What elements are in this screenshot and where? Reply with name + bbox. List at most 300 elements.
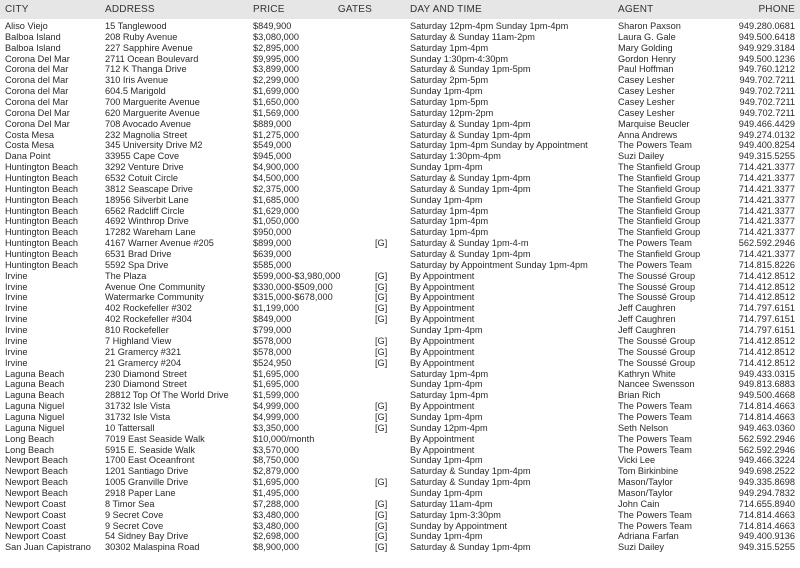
agent-cell: The Stanfield Group xyxy=(618,162,701,173)
agent-cell: Paul Hoffman xyxy=(618,64,674,75)
phone-cell: 714.814.4663 xyxy=(738,509,795,520)
phone-cell: 714.412.8512 xyxy=(738,357,795,368)
agent-cell: Marquise Beucler xyxy=(618,118,690,129)
table-row[interactable] xyxy=(0,119,800,130)
agent-cell: Mason/Taylor xyxy=(618,487,673,498)
price-cell: $315,000-$678,000 xyxy=(253,292,333,303)
phone-cell: 714.421.3377 xyxy=(738,162,795,173)
table-row[interactable] xyxy=(0,271,800,282)
price-cell: $1,695,000 xyxy=(253,477,299,488)
table-row[interactable] xyxy=(0,455,800,466)
table-row[interactable] xyxy=(0,140,800,151)
agent-cell: Mason/Taylor xyxy=(618,477,673,488)
city-cell: Corona del Mar xyxy=(5,64,69,75)
city-cell: Laguna Niguel xyxy=(5,411,65,422)
city-cell: Long Beach xyxy=(5,444,55,455)
price-cell: $889,000 xyxy=(253,118,292,129)
table-row[interactable] xyxy=(0,282,800,293)
agent-cell: The Powers Team xyxy=(618,509,692,520)
agent-cell: Anna Andrews xyxy=(618,129,678,140)
day-time-cell: Saturday 11am-4pm xyxy=(410,498,493,509)
address-cell: 5915 E. Seaside Walk xyxy=(105,444,196,455)
day-time-cell: Saturday & Sunday 1pm-4pm xyxy=(410,183,531,194)
address-cell: 810 Rockefeller xyxy=(105,325,169,336)
agent-cell: Adriana Farfan xyxy=(618,531,679,542)
day-time-cell: By Appointment xyxy=(410,433,475,444)
phone-cell: 949.813.6883 xyxy=(738,379,795,390)
day-time-cell: Saturday 1pm-5pm xyxy=(410,97,489,108)
agent-cell: Jeff Caughren xyxy=(618,314,676,325)
agent-cell: The Stanfield Group xyxy=(618,205,701,216)
phone-cell: 714.421.3377 xyxy=(738,249,795,260)
table-row[interactable] xyxy=(0,423,800,434)
phone-cell: 949.702.7211 xyxy=(739,107,795,118)
gates-cell: [G] xyxy=(375,335,388,346)
table-row[interactable] xyxy=(0,227,800,238)
address-cell: 402 Rockefeller #302 xyxy=(105,303,192,314)
day-time-cell: Sunday 1pm-4pm xyxy=(410,86,483,97)
city-cell: San Juan Capistrano xyxy=(5,542,91,553)
agent-cell: The Soussé Group xyxy=(618,357,696,368)
address-cell: 232 Magnolia Street xyxy=(105,129,188,140)
column-header-agent[interactable]: AGENT xyxy=(618,4,654,15)
agent-cell: Jeff Caughren xyxy=(618,303,676,314)
table-row[interactable] xyxy=(0,97,800,108)
address-cell: 708 Avocado Avenue xyxy=(105,118,192,129)
price-cell: $2,879,000 xyxy=(253,466,299,477)
day-time-cell: Sunday by Appointment xyxy=(410,520,508,531)
phone-cell: 949.500.6418 xyxy=(738,31,795,42)
table-row[interactable] xyxy=(0,238,800,249)
column-header-phone[interactable]: PHONE xyxy=(758,4,795,15)
table-row[interactable] xyxy=(0,314,800,325)
table-row[interactable] xyxy=(0,531,800,542)
day-time-cell: Saturday 1pm-3:30pm xyxy=(410,509,501,520)
city-cell: Irvine xyxy=(5,292,28,303)
address-cell: 10 Tattersall xyxy=(105,422,155,433)
price-cell: $549,000 xyxy=(253,140,292,151)
address-cell: The Plaza xyxy=(105,270,147,281)
gates-cell: [G] xyxy=(375,281,388,292)
day-time-cell: Saturday 1pm-4pm xyxy=(410,227,489,238)
city-cell: Corona del Mar xyxy=(5,97,69,108)
phone-cell: 949.702.7211 xyxy=(739,75,795,86)
day-time-cell: Saturday 1pm-4pm xyxy=(410,205,489,216)
phone-cell: 714.421.3377 xyxy=(738,194,795,205)
price-cell: $578,000 xyxy=(253,335,292,346)
city-cell: Newport Beach xyxy=(5,466,68,477)
day-time-cell: Saturday 1pm-4pm xyxy=(410,42,489,53)
gates-cell: [G] xyxy=(375,270,388,281)
phone-cell: 714.421.3377 xyxy=(738,183,795,194)
table-row[interactable] xyxy=(0,260,800,271)
phone-cell: 949.400.9136 xyxy=(738,531,795,542)
city-cell: Huntington Beach xyxy=(5,205,79,216)
gates-cell: [G] xyxy=(375,238,388,249)
agent-cell: Seth Nelson xyxy=(618,422,669,433)
city-cell: Laguna Beach xyxy=(5,368,65,379)
price-cell: $1,685,000 xyxy=(253,194,299,205)
table-row[interactable] xyxy=(0,466,800,477)
city-cell: Costa Mesa xyxy=(5,129,55,140)
city-cell: Newport Beach xyxy=(5,455,68,466)
agent-cell: Laura G. Gale xyxy=(618,31,676,42)
day-time-cell: Sunday 1pm-4pm xyxy=(410,531,483,542)
agent-cell: The Powers Team xyxy=(618,238,692,249)
day-time-cell: Saturday & Sunday 1pm-4pm xyxy=(410,477,531,488)
city-cell: Dana Point xyxy=(5,151,51,162)
day-time-cell: Saturday & Sunday 1pm-4pm xyxy=(410,129,531,140)
table-row[interactable] xyxy=(0,379,800,390)
city-cell: Laguna Beach xyxy=(5,390,65,401)
address-cell: 1700 East Oceanfront xyxy=(105,455,195,466)
city-cell: Corona Del Mar xyxy=(5,118,70,129)
price-cell: $578,000 xyxy=(253,346,292,357)
day-time-cell: Saturday 2pm-5pm xyxy=(410,75,489,86)
city-cell: Irvine xyxy=(5,270,28,281)
price-cell: $524,950 xyxy=(253,357,292,368)
agent-cell: The Stanfield Group xyxy=(618,173,701,184)
agent-cell: The Powers Team xyxy=(618,401,692,412)
price-cell: $7,288,000 xyxy=(253,498,299,509)
price-cell: $3,480,000 xyxy=(253,520,299,531)
address-cell: 1201 Santiago Drive xyxy=(105,466,189,477)
phone-cell: 562.592.2946 xyxy=(738,433,795,444)
table-row[interactable] xyxy=(0,390,800,401)
price-cell: $8,750,000 xyxy=(253,455,299,466)
agent-cell: Tom Birkinbine xyxy=(618,466,679,477)
price-cell: $2,895,000 xyxy=(253,42,299,53)
city-cell: Huntington Beach xyxy=(5,227,79,238)
table-row[interactable] xyxy=(0,336,800,347)
address-cell: 8 Timor Sea xyxy=(105,498,155,509)
price-cell: $1,699,000 xyxy=(253,86,299,97)
agent-cell: Gordon Henry xyxy=(618,53,676,64)
agent-cell: The Soussé Group xyxy=(618,281,696,292)
day-time-cell: By Appointment xyxy=(410,281,475,292)
address-cell: Watermarke Community xyxy=(105,292,204,303)
city-cell: Aliso Viejo xyxy=(5,21,48,31)
table-row[interactable] xyxy=(0,358,800,369)
agent-cell: The Powers Team xyxy=(618,140,692,151)
city-cell: Laguna Niguel xyxy=(5,401,65,412)
table-row[interactable] xyxy=(0,369,800,380)
table-row[interactable] xyxy=(0,521,800,532)
day-time-cell: Saturday 1pm-4pm xyxy=(410,368,489,379)
address-cell: 21 Gramercy #321 xyxy=(105,346,182,357)
day-time-cell: By Appointment xyxy=(410,357,475,368)
city-cell: Irvine xyxy=(5,303,28,314)
phone-cell: 714.797.6151 xyxy=(738,303,795,314)
address-cell: 227 Sapphire Avenue xyxy=(105,42,193,53)
address-cell: 9 Secret Cove xyxy=(105,509,164,520)
phone-cell: 714.412.8512 xyxy=(738,346,795,357)
table-row[interactable] xyxy=(0,151,800,162)
phone-cell: 949.335.8698 xyxy=(738,477,795,488)
day-time-cell: Saturday 1pm-4pm Sunday by Appointment xyxy=(410,140,588,151)
phone-cell: 949.702.7211 xyxy=(739,97,795,108)
gates-cell: [G] xyxy=(375,542,388,553)
city-cell: Newport Coast xyxy=(5,498,66,509)
day-time-cell: Saturday 1pm-4pm xyxy=(410,390,489,401)
phone-cell: 714.421.3377 xyxy=(738,205,795,216)
city-cell: Corona Del Mar xyxy=(5,53,70,64)
address-cell: 604.5 Marigold xyxy=(105,86,166,97)
table-row[interactable] xyxy=(0,401,800,412)
address-cell: 18956 Silverbit Lane xyxy=(105,194,189,205)
city-cell: Laguna Beach xyxy=(5,379,65,390)
table-row[interactable] xyxy=(0,292,800,303)
table-row[interactable] xyxy=(0,86,800,97)
city-cell: Irvine xyxy=(5,325,28,336)
agent-cell: Casey Lesher xyxy=(618,97,675,108)
day-time-cell: By Appointment xyxy=(410,346,475,357)
address-cell: 712 K Thanga Drive xyxy=(105,64,187,75)
address-cell: 1005 Granville Drive xyxy=(105,477,189,488)
address-cell: 17282 Wareham Lane xyxy=(105,227,196,238)
table-row[interactable] xyxy=(0,64,800,75)
city-cell: Huntington Beach xyxy=(5,216,79,227)
address-cell: 7019 East Seaside Walk xyxy=(105,433,205,444)
gates-cell: [G] xyxy=(375,357,388,368)
agent-cell: The Powers Team xyxy=(618,411,692,422)
agent-cell: The Powers Team xyxy=(618,444,692,455)
address-cell: 7 Highland View xyxy=(105,335,172,346)
address-cell: 33955 Cape Cove xyxy=(105,151,180,162)
address-cell: 6532 Cotuit Circle xyxy=(105,173,179,184)
agent-cell: The Soussé Group xyxy=(618,270,696,281)
price-cell: $950,000 xyxy=(253,227,292,238)
phone-cell: 714.412.8512 xyxy=(738,270,795,281)
phone-cell: 949.280.0681 xyxy=(738,21,795,31)
table-row[interactable] xyxy=(0,21,800,32)
address-cell: 2711 Ocean Boulevard xyxy=(105,53,199,64)
agent-cell: The Stanfield Group xyxy=(618,249,701,260)
phone-cell: 714.412.8512 xyxy=(738,292,795,303)
table-row[interactable] xyxy=(0,173,800,184)
day-time-cell: By Appointment xyxy=(410,444,475,455)
city-cell: Huntington Beach xyxy=(5,249,79,260)
column-header-gates[interactable]: GATES xyxy=(337,4,372,15)
address-cell: 5592 Spa Drive xyxy=(105,259,169,270)
agent-cell: The Powers Team xyxy=(618,259,692,270)
column-header-day-and-time[interactable]: DAY AND TIME xyxy=(410,4,482,15)
day-time-cell: Sunday 1pm-4pm xyxy=(410,379,483,390)
day-time-cell: By Appointment xyxy=(410,303,475,314)
price-cell: $3,899,000 xyxy=(253,64,299,75)
gates-cell: [G] xyxy=(375,314,388,325)
listings-table-body xyxy=(0,21,800,553)
price-cell: $3,350,000 xyxy=(253,422,299,433)
phone-cell: 949.500.4668 xyxy=(738,390,795,401)
price-cell: $4,999,000 xyxy=(253,401,299,412)
phone-cell: 949.698.2522 xyxy=(738,466,795,477)
price-cell: $1,629,000 xyxy=(253,205,299,216)
address-cell: 21 Gramercy #204 xyxy=(105,357,182,368)
day-time-cell: Sunday 1:30pm-4:30pm xyxy=(410,53,509,64)
price-cell: $330,000-$509,000 xyxy=(253,281,333,292)
price-cell: $9,995,000 xyxy=(253,53,299,64)
price-cell: $1,199,000 xyxy=(253,303,299,314)
agent-cell: Brian Rich xyxy=(618,390,661,401)
table-row[interactable] xyxy=(0,303,800,314)
address-cell: 28812 Top Of The World Drive xyxy=(105,390,229,401)
address-cell: 310 Iris Avenue xyxy=(105,75,169,86)
column-header-city[interactable]: CITY xyxy=(5,4,29,15)
city-cell: Corona del Mar xyxy=(5,75,69,86)
price-cell: $1,050,000 xyxy=(253,216,299,227)
table-row[interactable] xyxy=(0,445,800,456)
day-time-cell: Saturday 1pm-4pm xyxy=(410,216,489,227)
table-row[interactable] xyxy=(0,206,800,217)
city-cell: Newport Beach xyxy=(5,487,68,498)
city-cell: Corona Del Mar xyxy=(5,107,70,118)
day-time-cell: Saturday & Sunday 1pm-4-m xyxy=(410,238,529,249)
city-cell: Corona del Mar xyxy=(5,86,69,97)
table-row[interactable] xyxy=(0,108,800,119)
address-cell: Avenue One Community xyxy=(105,281,205,292)
agent-cell: The Stanfield Group xyxy=(618,183,701,194)
agent-cell: Vicki Lee xyxy=(618,455,656,466)
price-cell: $10,000/month xyxy=(253,433,315,444)
gates-cell: [G] xyxy=(375,346,388,357)
city-cell: Newport Coast xyxy=(5,520,66,531)
address-cell: 402 Rockefeller #304 xyxy=(105,314,192,325)
agent-cell: Kathryn White xyxy=(618,368,676,379)
city-cell: Laguna Niguel xyxy=(5,422,65,433)
address-cell: 230 Diamond Street xyxy=(105,379,187,390)
table-row[interactable] xyxy=(0,347,800,358)
table-row[interactable] xyxy=(0,184,800,195)
gates-cell: [G] xyxy=(375,411,388,422)
table-row[interactable] xyxy=(0,412,800,423)
address-cell: 345 University Drive M2 xyxy=(105,140,203,151)
price-cell: $3,080,000 xyxy=(253,31,299,42)
phone-cell: 562.592.2946 xyxy=(738,238,795,249)
column-header-price[interactable]: PRICE xyxy=(253,4,285,15)
table-row[interactable] xyxy=(0,477,800,488)
address-cell: 6531 Brad Drive xyxy=(105,249,172,260)
phone-cell: 714.655.8940 xyxy=(738,498,795,509)
table-row[interactable] xyxy=(0,195,800,206)
phone-cell: 949.500.1236 xyxy=(738,53,795,64)
phone-cell: 714.421.3377 xyxy=(738,173,795,184)
address-cell: 4167 Warner Avenue #205 xyxy=(105,238,214,249)
address-cell: 15 Tanglewood xyxy=(105,21,167,31)
phone-cell: 714.814.4663 xyxy=(738,520,795,531)
price-cell: $4,500,000 xyxy=(253,173,299,184)
phone-cell: 562.592.2946 xyxy=(738,444,795,455)
table-row[interactable] xyxy=(0,488,800,499)
day-time-cell: By Appointment xyxy=(410,292,475,303)
agent-cell: Suzi Dailey xyxy=(618,542,664,553)
table-row[interactable] xyxy=(0,162,800,173)
table-row[interactable] xyxy=(0,434,800,445)
price-cell: $585,000 xyxy=(253,259,292,270)
day-time-cell: Saturday & Sunday 1pm-4pm xyxy=(410,173,531,184)
day-time-cell: Saturday & Sunday 1pm-4pm xyxy=(410,249,531,260)
city-cell: Irvine xyxy=(5,281,28,292)
address-cell: 6562 Radcliff Circle xyxy=(105,205,185,216)
gates-cell: [G] xyxy=(375,292,388,303)
agent-cell: Casey Lesher xyxy=(618,86,675,97)
city-cell: Irvine xyxy=(5,357,28,368)
day-time-cell: Saturday & Sunday 1pm-4pm xyxy=(410,542,531,553)
day-time-cell: Sunday 1pm-4pm xyxy=(410,162,483,173)
phone-cell: 949.433.0315 xyxy=(738,368,795,379)
phone-cell: 714.412.8512 xyxy=(738,335,795,346)
day-time-cell: Saturday 1:30pm-4pm xyxy=(410,151,501,162)
gates-cell: [G] xyxy=(375,303,388,314)
gates-cell: [G] xyxy=(375,531,388,542)
address-cell: 31732 Isle Vista xyxy=(105,411,171,422)
table-row[interactable] xyxy=(0,216,800,227)
price-cell: $849,000 xyxy=(253,314,292,325)
column-header-address[interactable]: ADDRESS xyxy=(105,4,155,15)
address-cell: 700 Marguerite Avenue xyxy=(105,97,200,108)
price-cell: $3,480,000 xyxy=(253,509,299,520)
table-row[interactable] xyxy=(0,249,800,260)
address-cell: 54 Sidney Bay Drive xyxy=(105,531,189,542)
table-row[interactable] xyxy=(0,542,800,553)
address-cell: 31732 Isle Vista xyxy=(105,401,171,412)
table-row[interactable] xyxy=(0,510,800,521)
table-row[interactable] xyxy=(0,32,800,43)
address-cell: 3812 Seascape Drive xyxy=(105,183,193,194)
table-row[interactable] xyxy=(0,43,800,54)
table-row[interactable] xyxy=(0,130,800,141)
city-cell: Irvine xyxy=(5,314,28,325)
agent-cell: Casey Lesher xyxy=(618,107,675,118)
day-time-cell: Saturday by Appointment Sunday 1pm-4pm xyxy=(410,259,588,270)
phone-cell: 949.315.5255 xyxy=(738,151,795,162)
price-cell: $1,569,000 xyxy=(253,107,299,118)
day-time-cell: By Appointment xyxy=(410,270,475,281)
phone-cell: 949.463.0360 xyxy=(738,422,795,433)
day-time-cell: Sunday 1pm-4pm xyxy=(410,411,483,422)
agent-cell: Mary Golding xyxy=(618,42,673,53)
price-cell: $4,900,000 xyxy=(253,162,299,173)
gates-cell: [G] xyxy=(375,477,388,488)
price-cell: $945,000 xyxy=(253,151,292,162)
gates-cell: [G] xyxy=(375,422,388,433)
table-row[interactable] xyxy=(0,75,800,86)
city-cell: Huntington Beach xyxy=(5,259,79,270)
price-cell: $1,495,000 xyxy=(253,487,299,498)
phone-cell: 949.274.0132 xyxy=(738,129,795,140)
day-time-cell: Saturday & Sunday 11am-2pm xyxy=(410,31,535,42)
phone-cell: 949.466.4429 xyxy=(738,118,795,129)
agent-cell: The Stanfield Group xyxy=(618,227,701,238)
phone-cell: 949.400.8254 xyxy=(738,140,795,151)
day-time-cell: Sunday 1pm-4pm xyxy=(410,194,483,205)
city-cell: Newport Beach xyxy=(5,477,68,488)
city-cell: Huntington Beach xyxy=(5,194,79,205)
phone-cell: 949.466.3224 xyxy=(738,455,795,466)
city-cell: Newport Coast xyxy=(5,531,66,542)
day-time-cell: By Appointment xyxy=(410,401,475,412)
phone-cell: 949.929.3184 xyxy=(738,42,795,53)
gates-cell: [G] xyxy=(375,520,388,531)
price-cell: $1,275,000 xyxy=(253,129,299,140)
agent-cell: Sharon Paxson xyxy=(618,21,681,31)
table-row[interactable] xyxy=(0,54,800,65)
table-row[interactable] xyxy=(0,325,800,336)
city-cell: Balboa Island xyxy=(5,31,61,42)
table-row[interactable] xyxy=(0,499,800,510)
city-cell: Huntington Beach xyxy=(5,173,79,184)
city-cell: Huntington Beach xyxy=(5,238,79,249)
